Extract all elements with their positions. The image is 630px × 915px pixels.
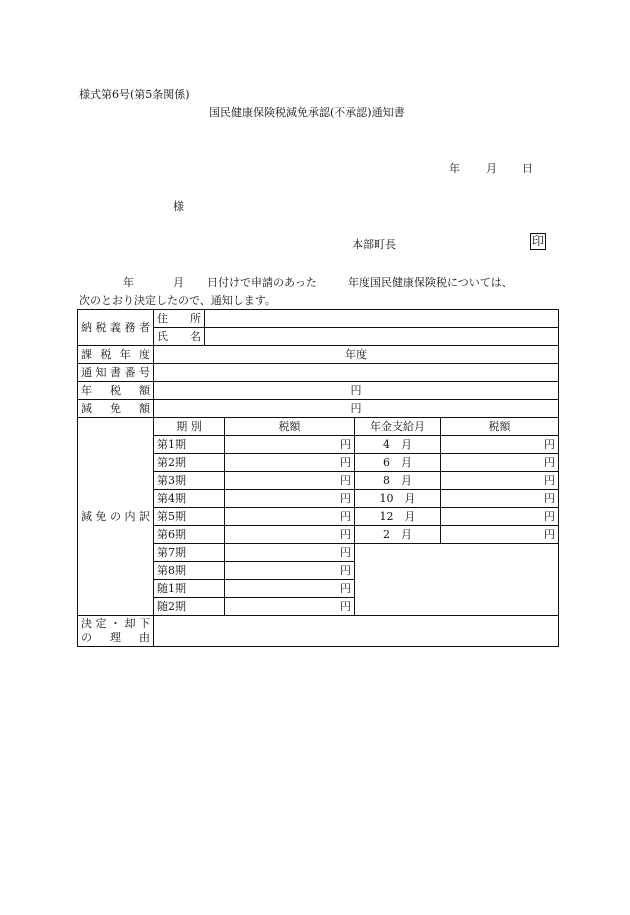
notice-number-label: 通知書番号 (78, 364, 154, 382)
annual-tax-field[interactable]: 円 (154, 382, 559, 400)
period-name: 第5期 (154, 508, 225, 526)
period-name: 第6期 (154, 526, 225, 544)
pension-month-value: 12 月 (355, 508, 441, 526)
pension-month-value: 4 月 (355, 436, 441, 454)
date-year-label: 年 (449, 162, 460, 175)
period-name: 随2期 (154, 598, 225, 616)
pension-amount-field[interactable]: 円 (441, 490, 559, 508)
period-name: 随1期 (154, 580, 225, 598)
period-name: 第1期 (154, 436, 225, 454)
period-name: 第8期 (154, 562, 225, 580)
decision-reason-label-line-2: の 理 由 (81, 631, 150, 644)
body-applied-text: 日付けで申請のあった (207, 276, 317, 289)
pension-amount-field[interactable]: 円 (441, 436, 559, 454)
amount-header-2: 税額 (441, 418, 559, 436)
pension-month-value: 6 月 (355, 454, 441, 472)
pension-month-value: 2 月 (355, 526, 441, 544)
period-header: 期 別 (154, 418, 225, 436)
period-name: 第2期 (154, 454, 225, 472)
amount-header: 税額 (225, 418, 355, 436)
tax-reduction-form-table (77, 309, 559, 647)
breakdown-label: 減免の内訳 (78, 418, 154, 616)
period-amount-field[interactable]: 円 (225, 454, 355, 472)
name-field[interactable] (205, 328, 559, 346)
period-name: 第4期 (154, 490, 225, 508)
date-month-label: 月 (486, 162, 497, 175)
form-number-label: 様式第6号(第5条関係) (79, 88, 190, 101)
tax-year-label: 課税年度 (78, 346, 154, 364)
taxpayer-label: 納税義務者 (78, 310, 154, 346)
date-day-label: 日 (522, 162, 533, 175)
seal-stamp-box: 印 (531, 234, 544, 248)
pension-amount-field[interactable]: 円 (441, 454, 559, 472)
period-amount-field[interactable]: 円 (225, 580, 355, 598)
period-amount-field[interactable]: 円 (225, 472, 355, 490)
body-month-label: 月 (173, 276, 184, 289)
pension-month-value: 8 月 (355, 472, 441, 490)
period-amount-field[interactable]: 円 (225, 436, 355, 454)
reduction-amount-field[interactable]: 円 (154, 400, 559, 418)
pension-amount-field[interactable]: 円 (441, 508, 559, 526)
addressee-suffix: 様 (173, 200, 184, 213)
pension-amount-field[interactable]: 円 (441, 472, 559, 490)
decision-reason-label (78, 616, 154, 647)
tax-year-field[interactable]: 年度 (154, 346, 559, 364)
period-amount-field[interactable]: 円 (225, 598, 355, 616)
address-label: 住 所 (154, 310, 205, 328)
period-amount-field[interactable]: 円 (225, 526, 355, 544)
pension-amount-field[interactable]: 円 (441, 526, 559, 544)
period-amount-field[interactable]: 円 (225, 544, 355, 562)
pension-month-value: 10 月 (355, 490, 441, 508)
body-line-1 (79, 274, 559, 290)
period-amount-field[interactable]: 円 (225, 490, 355, 508)
pension-month-header: 年金支給月 (355, 418, 441, 436)
body-year-label: 年 (123, 276, 134, 289)
body-line-2: 次のとおり決定したので、通知します。 (79, 294, 276, 307)
name-label: 氏 名 (154, 328, 205, 346)
body-fiscal-text: 年度国民健康保険税については、 (348, 276, 513, 289)
reduction-amount-label: 減免額 (78, 400, 154, 418)
issuer-title: 本部町長 (352, 238, 396, 251)
empty-area (355, 544, 559, 616)
notice-number-field[interactable] (154, 364, 559, 382)
period-amount-field[interactable]: 円 (225, 508, 355, 526)
decision-reason-label-line-1: 決定・却下 (81, 617, 150, 630)
address-field[interactable] (205, 310, 559, 328)
period-name: 第3期 (154, 472, 225, 490)
annual-tax-label: 年税額 (78, 382, 154, 400)
document-title: 国民健康保険税減免承認(不承認)通知書 (209, 106, 405, 119)
period-amount-field[interactable]: 円 (225, 562, 355, 580)
period-name: 第7期 (154, 544, 225, 562)
decision-reason-field[interactable] (154, 616, 559, 647)
